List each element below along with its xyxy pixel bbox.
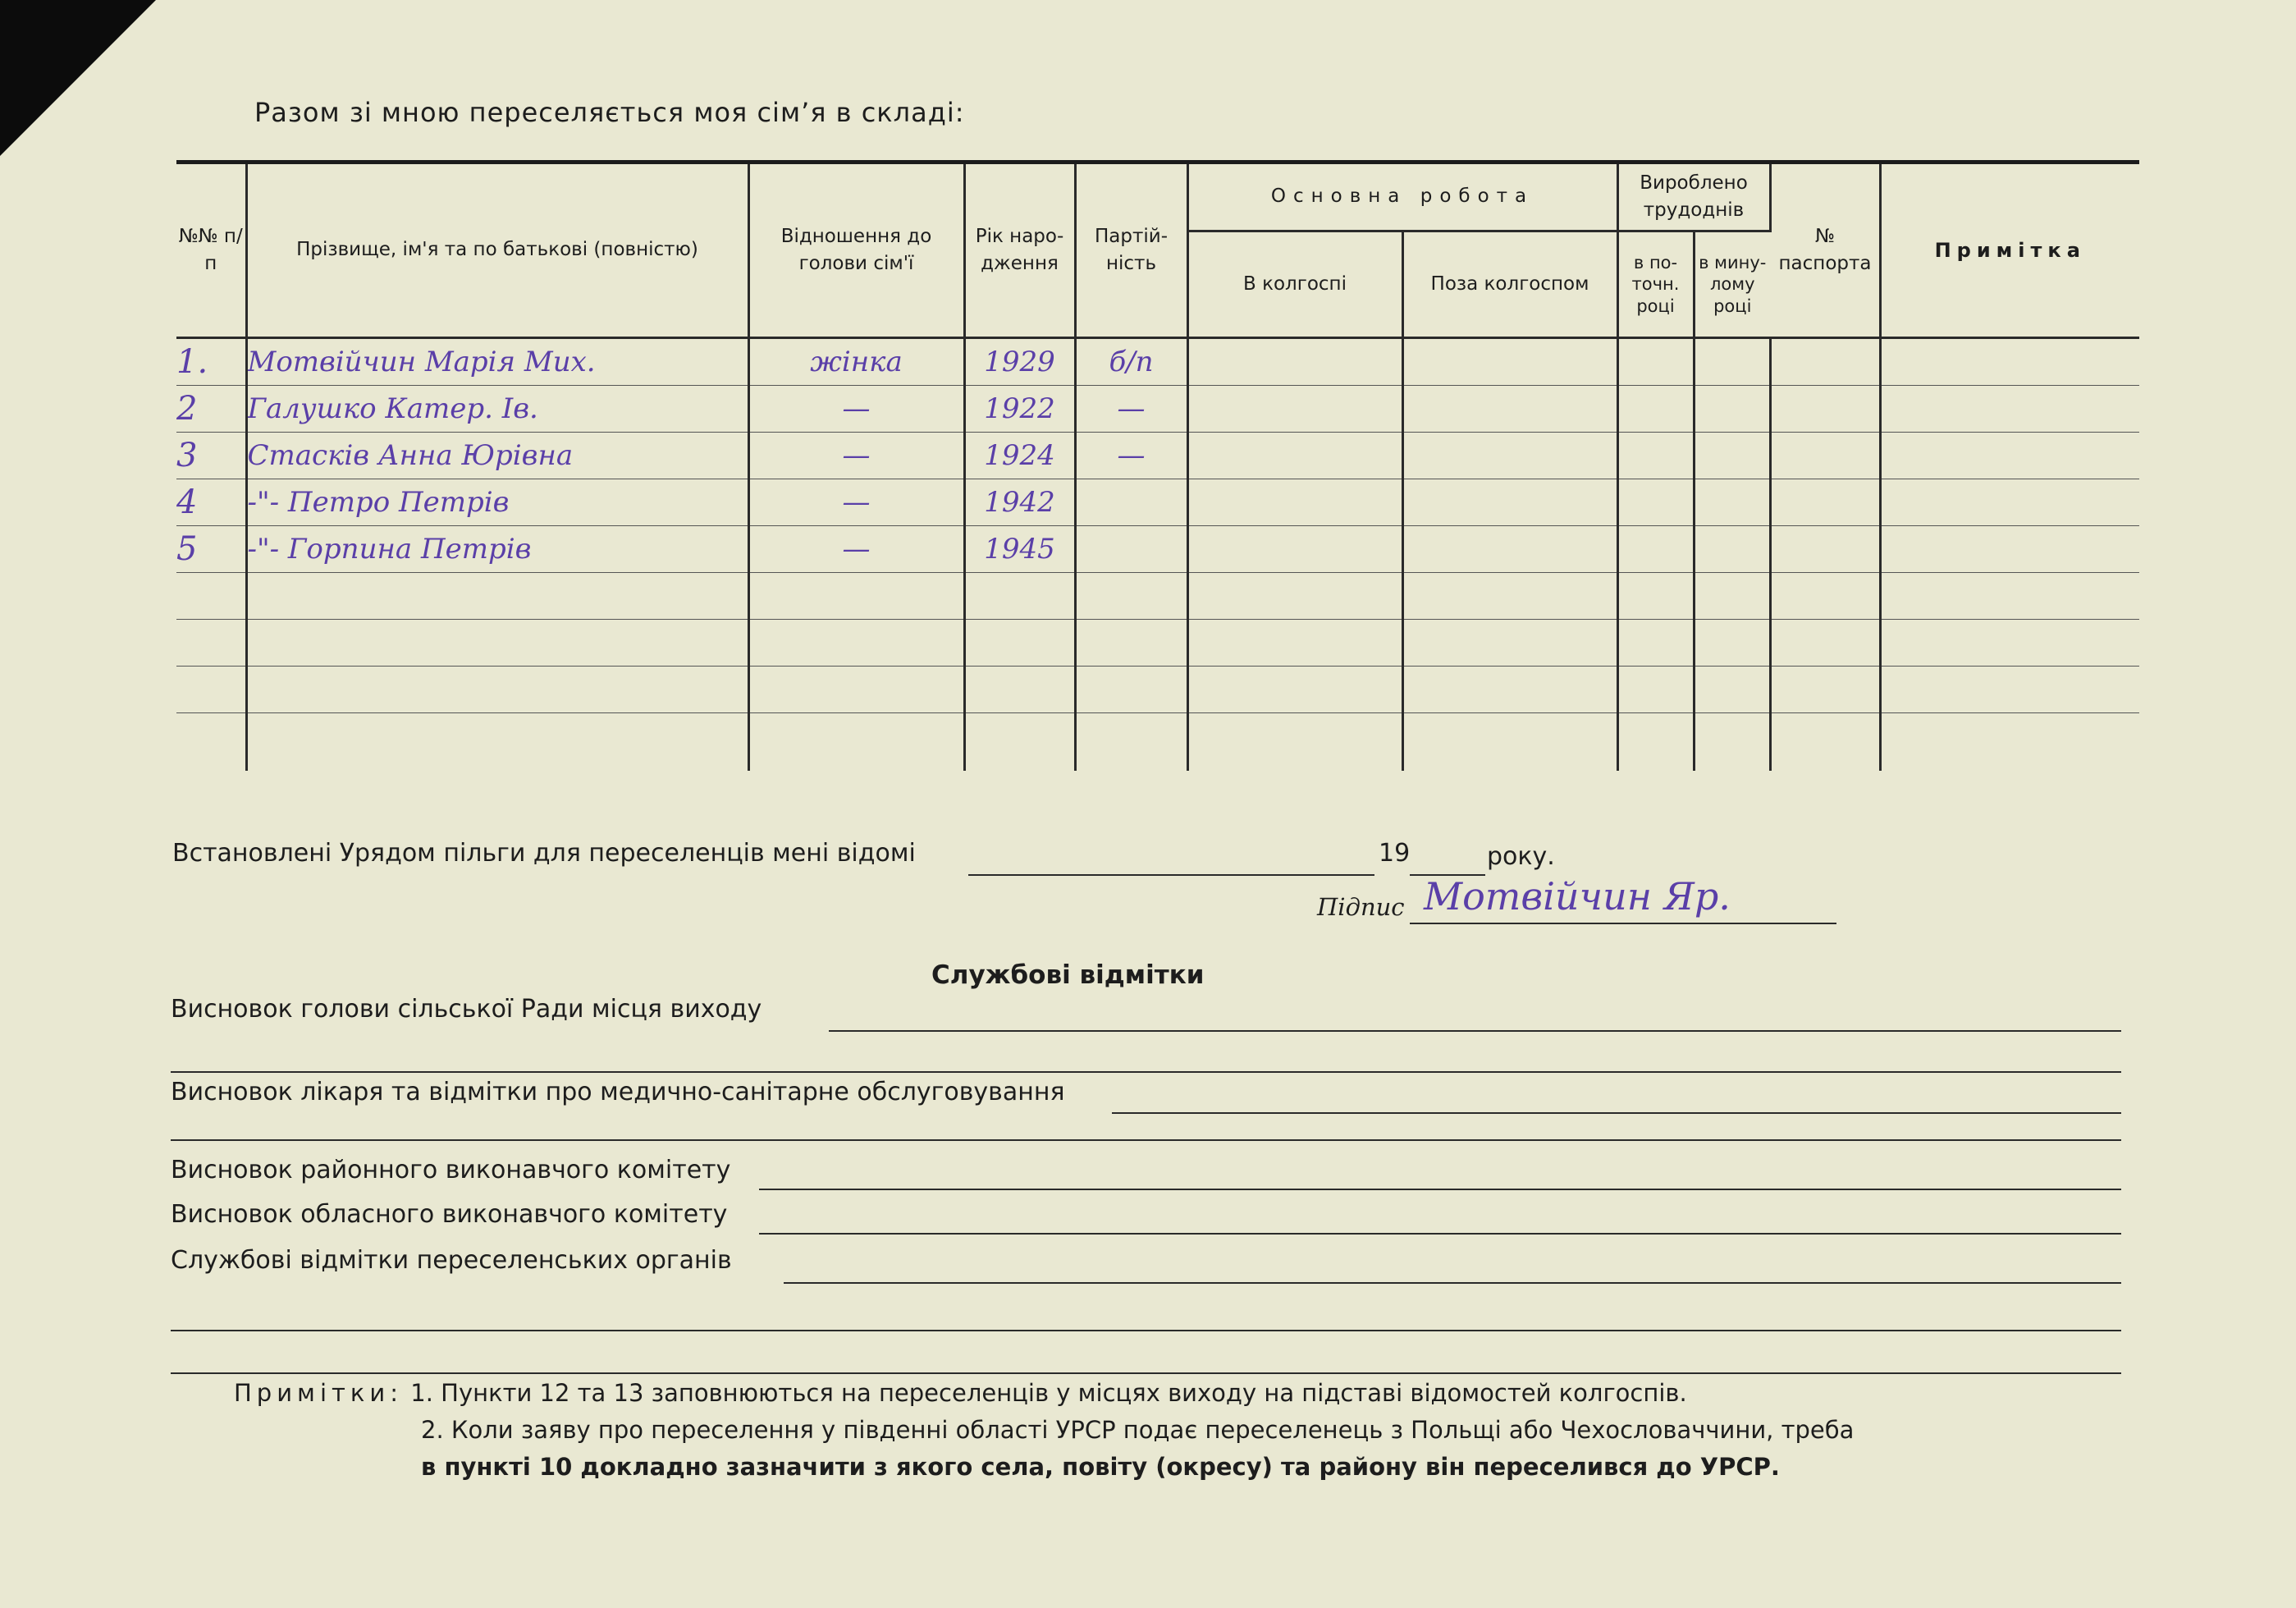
header-birth-year: Рік наро- дження — [964, 163, 1075, 338]
rule — [171, 1372, 2121, 1374]
row-party: — — [1075, 433, 1187, 479]
intro-text: Разом зі мною переселяється моя сім’я в складі: — [254, 97, 965, 128]
official-line-3: Висновок районного виконавчого комітету — [171, 1156, 731, 1184]
row-relation: жінка — [748, 338, 964, 386]
rule — [829, 1030, 2121, 1032]
benefits-rule — [968, 874, 1374, 876]
rule — [784, 1282, 2121, 1284]
header-outside-kolhosp: Поза колгоспом — [1402, 231, 1617, 338]
header-party: Партій- ність — [1075, 163, 1187, 338]
header-current-year: в по- точн. році — [1617, 231, 1694, 338]
row-year: 1945 — [964, 526, 1075, 573]
note-item-2-line-2: в пункті 10 докладно зазначити з якого села, повіту (окресу) та району він переселився до УРСР. — [421, 1452, 1780, 1481]
row-relation: — — [748, 526, 964, 573]
row-party: — — [1075, 386, 1187, 433]
row-num: 5 — [176, 526, 246, 573]
table-row — [176, 338, 2139, 386]
table-row — [176, 526, 2139, 573]
row-year: 1942 — [964, 479, 1075, 526]
row-num: 3 — [176, 433, 246, 479]
signature-rule — [1410, 923, 1836, 924]
row-name: Галушко Катер. Ів. — [246, 386, 748, 433]
header-last-year: в мину- лому році — [1694, 231, 1770, 338]
official-line-4: Висновок обласного виконавчого комітету — [171, 1200, 728, 1229]
official-title: Службові відмітки — [931, 960, 1205, 990]
table-row — [176, 620, 2139, 667]
header-name: Прізвище, ім'я та по батькові (повністю) — [246, 163, 748, 338]
rule — [171, 1071, 2121, 1073]
signature-label: Підпис — [1317, 893, 1405, 921]
row-party: б/п — [1075, 338, 1187, 386]
rule — [1112, 1112, 2121, 1114]
notes-label: Примітки: — [234, 1379, 404, 1407]
note-item-2-line-1: 2. Коли заяву про переселення у південні області УРСР подає переселенець з Польщі або Чехословаччини, треба — [421, 1415, 1855, 1444]
official-line-1: Висновок голови сільської Ради місця виходу — [171, 995, 762, 1024]
header-relation: Відношення до голови сім'ї — [748, 163, 964, 338]
note-item-1: 1. Пункти 12 та 13 заповнюються на переселенців у місцях виходу на підставі відомостей колгоспів. — [410, 1379, 1687, 1407]
header-num: №№ п/п — [176, 163, 246, 338]
torn-corner — [0, 0, 156, 156]
table-row — [176, 713, 2139, 772]
rule — [171, 1330, 2121, 1331]
row-name: -"- Петро Петрів — [246, 479, 748, 526]
table-row — [176, 433, 2139, 479]
row-year: 1922 — [964, 386, 1075, 433]
header-in-kolhosp: В колгоспі — [1187, 231, 1402, 338]
table-row — [176, 667, 2139, 713]
official-line-2: Висновок лікаря та відмітки про медично-санітарне обслуговування — [171, 1078, 1065, 1106]
row-name: Стасків Анна Юрівна — [246, 433, 748, 479]
benefits-prefix: Встановлені Урядом пільги для переселенців мені відомі — [172, 839, 916, 868]
header-main-work: Основна робота — [1187, 163, 1617, 231]
row-relation: — — [748, 479, 964, 526]
official-line-5: Службові відмітки переселенських органів — [171, 1246, 732, 1275]
table-body — [176, 338, 2139, 772]
row-relation: — — [748, 433, 964, 479]
row-party — [1075, 479, 1187, 526]
family-table — [176, 160, 2139, 771]
row-name: Мотвійчин Марія Мих. — [246, 338, 748, 386]
rule — [171, 1139, 2121, 1141]
benefits-text — [172, 839, 916, 868]
row-relation: — — [748, 386, 964, 433]
header-note: Примітка — [1880, 163, 2139, 338]
row-name: -"- Горпина Петрів — [246, 526, 748, 573]
notes-block — [234, 1375, 1854, 1486]
header-passport: № паспорта — [1770, 163, 1880, 338]
benefits-year-suffix: року. — [1487, 842, 1555, 871]
header-workdays: Вироблено трудоднів — [1617, 163, 1770, 231]
row-year: 1924 — [964, 433, 1075, 479]
benefits-year-prefix: 19 — [1379, 839, 1411, 868]
rule — [759, 1189, 2121, 1190]
rule — [759, 1233, 2121, 1235]
table-row — [176, 573, 2139, 620]
row-party — [1075, 526, 1187, 573]
row-year: 1929 — [964, 338, 1075, 386]
table-row — [176, 386, 2139, 433]
signature: Мотвійчин Яр. — [1424, 874, 1731, 919]
row-num: 2 — [176, 386, 246, 433]
table-row — [176, 479, 2139, 526]
row-num: 4 — [176, 479, 246, 526]
row-num: 1. — [176, 338, 246, 386]
